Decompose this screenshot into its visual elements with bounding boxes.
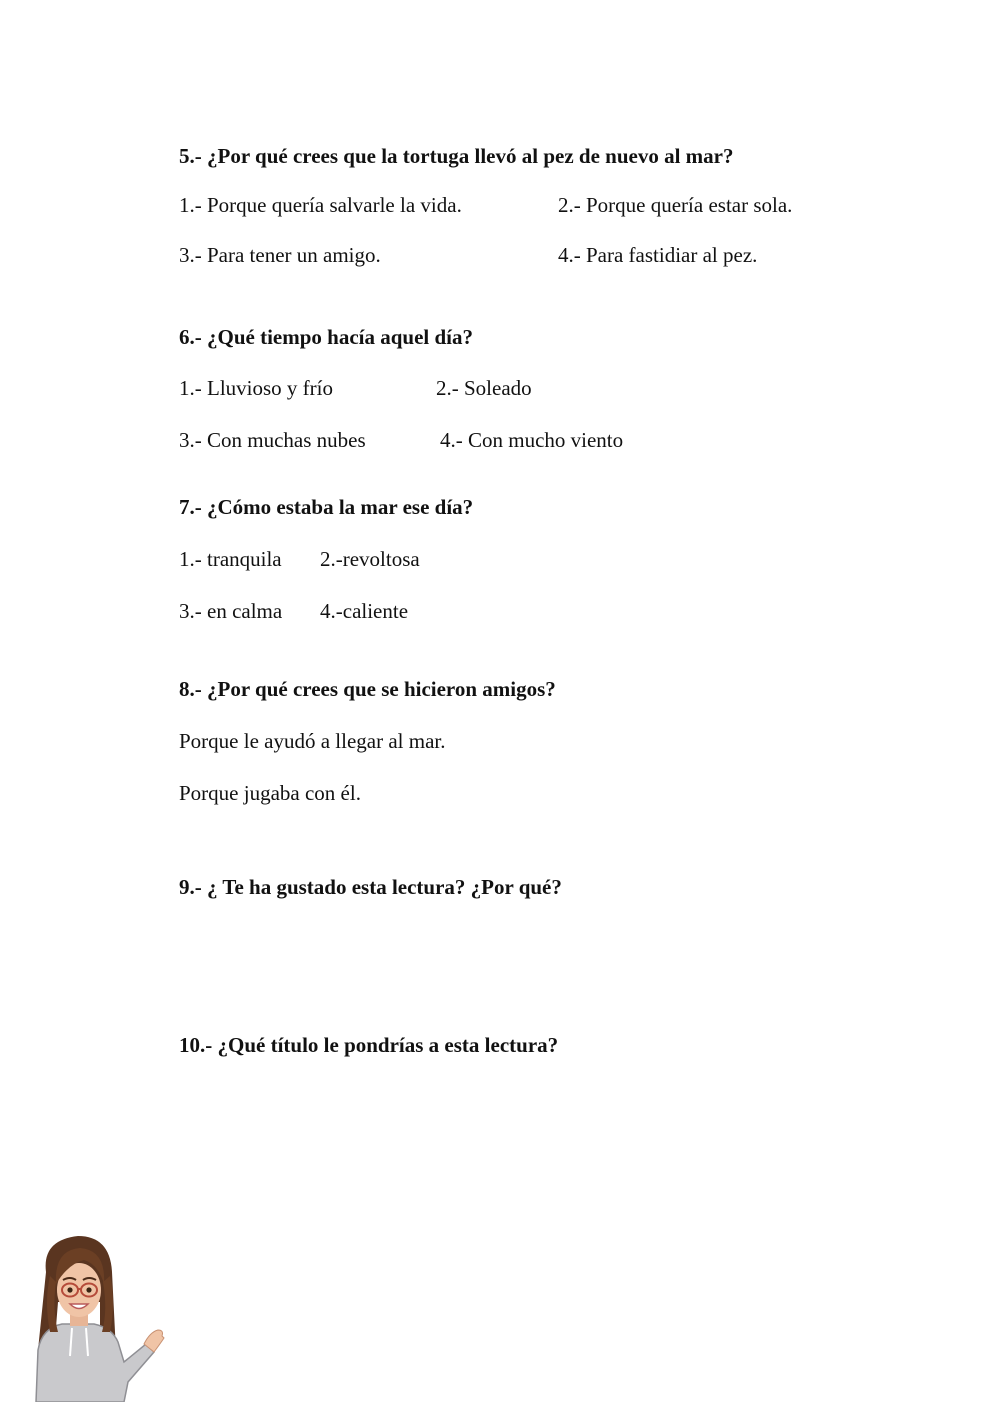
teacher-avatar xyxy=(28,1232,168,1402)
question-9-title: 9.- ¿ Te ha gustado esta lectura? ¿Por qué? xyxy=(179,875,562,899)
question-8-option-2: Porque jugaba con él. xyxy=(179,781,361,805)
question-5-option-2: 2.- Porque quería estar sola. xyxy=(558,193,793,217)
question-7-option-2: 2.-revoltosa xyxy=(320,547,420,571)
question-6-title: 6.- ¿Qué tiempo hacía aquel día? xyxy=(179,325,474,349)
question-8-title: 8.- ¿Por qué crees que se hicieron amigos? xyxy=(179,677,556,701)
question-7-option-1: 1.- tranquila xyxy=(179,547,282,571)
question-6-option-1: 1.- Lluvioso y frío xyxy=(179,376,333,400)
question-5-option-1: 1.- Porque quería salvarle la vida. xyxy=(179,193,462,217)
avatar-eye-left xyxy=(67,1287,72,1292)
question-5-title: 5.- ¿Por qué crees que la tortuga llevó al pez de nuevo al mar? xyxy=(179,144,734,168)
question-7-title: 7.- ¿Cómo estaba la mar ese día? xyxy=(179,495,474,519)
question-10-title: 10.- ¿Qué título le pondrías a esta lectura? xyxy=(179,1033,559,1057)
avatar-hoodie xyxy=(36,1324,154,1402)
question-5-option-4: 4.- Para fastidiar al pez. xyxy=(558,243,758,267)
question-8-option-1: Porque le ayudó a llegar al mar. xyxy=(179,729,446,753)
question-6-option-4: 4.- Con mucho viento xyxy=(440,428,624,452)
question-7-option-4: 4.-caliente xyxy=(320,599,409,623)
question-6-option-2: 2.- Soleado xyxy=(436,376,532,400)
question-6-option-3: 3.- Con muchas nubes xyxy=(179,428,366,452)
avatar-eye-right xyxy=(86,1287,91,1292)
question-5-option-3: 3.- Para tener un amigo. xyxy=(179,243,381,267)
question-7-option-3: 3.- en calma xyxy=(179,599,283,623)
